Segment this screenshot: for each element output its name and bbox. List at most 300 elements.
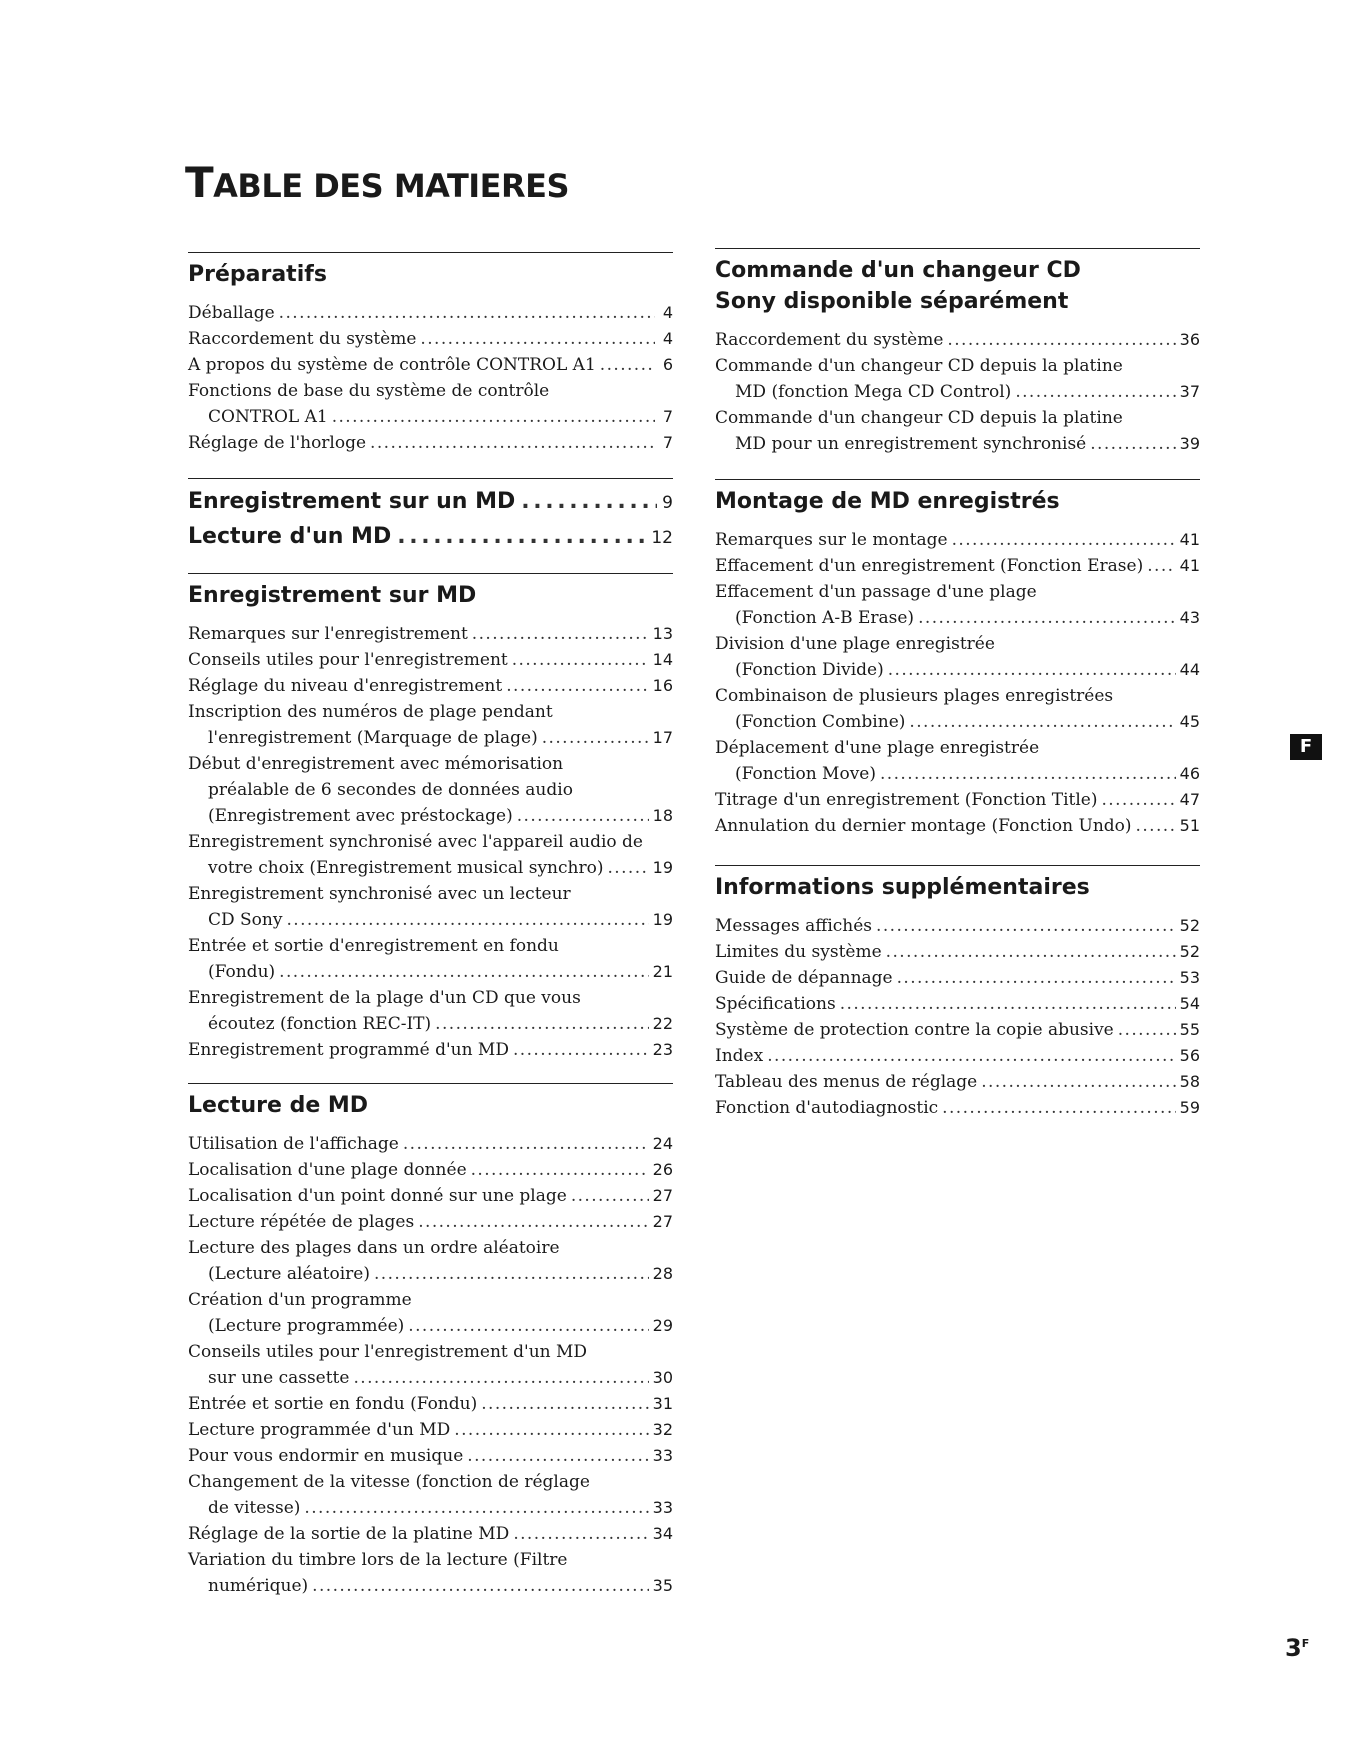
divider: [715, 479, 1200, 480]
entry-text: Variation du timbre lors de la lecture (Filtre: [188, 1550, 568, 1570]
page-ref: 18: [652, 806, 673, 825]
right-column: [715, 248, 1200, 1121]
leader-dots: [286, 907, 648, 933]
page-ref: 35: [652, 1576, 673, 1595]
toc-entry[interactable]: [188, 1521, 673, 1547]
entry-text: Annulation du dernier montage (Fonction Undo): [715, 816, 1132, 836]
toc-entry[interactable]: [715, 1069, 1200, 1095]
entry-line: [715, 527, 1200, 553]
entry-text: Lecture des plages dans un ordre aléatoire: [188, 1238, 560, 1258]
entry-line-continued: [188, 1495, 673, 1521]
page-ref: 55: [1179, 1020, 1200, 1039]
leader-dots: [1090, 431, 1175, 457]
entry-line-continued: [188, 1365, 673, 1391]
entry-line: [715, 787, 1200, 813]
leader-dots: [472, 621, 649, 647]
entry-line: [188, 621, 673, 647]
entry-text: (Fonction Divide): [735, 660, 884, 680]
entry-line: [188, 829, 673, 855]
leader-dots: [435, 1011, 648, 1037]
entry-text: (Fonction Move): [735, 764, 876, 784]
entry-line: [188, 1235, 673, 1261]
toc-entry[interactable]: [188, 1287, 673, 1339]
toc-entry[interactable]: [188, 699, 673, 751]
entry-line: [715, 1017, 1200, 1043]
page-ref: 44: [1179, 660, 1200, 679]
entry-line-continued: [715, 761, 1200, 787]
page-ref: 33: [652, 1498, 673, 1517]
entry-line: [188, 430, 673, 456]
entry-line-continued: [188, 959, 673, 985]
toc-list: [715, 913, 1200, 1121]
entry-text: sur une cassette: [208, 1368, 350, 1388]
page-ref: 56: [1179, 1046, 1200, 1065]
entry-text: MD pour un enregistrement synchronisé: [735, 434, 1087, 454]
entry-line: [715, 631, 1200, 657]
entry-text: Raccordement du système: [715, 330, 944, 350]
page-ref: 6: [662, 355, 673, 374]
page-ref: 45: [1179, 712, 1200, 731]
toc-entry[interactable]: [188, 1209, 673, 1235]
page-ref: 53: [1179, 968, 1200, 987]
page-ref: 39: [1179, 434, 1200, 453]
divider: [188, 1083, 673, 1084]
leader-dots: [521, 485, 657, 519]
toc-entry[interactable]: [715, 787, 1200, 813]
entry-text: votre choix (Enregistrement musical synchro): [208, 858, 604, 878]
entry-text: de vitesse): [208, 1498, 301, 1518]
language-tab: F: [1290, 734, 1322, 760]
leader-dots: [279, 959, 648, 985]
entry-text: Entrée et sortie en fondu (Fondu): [188, 1394, 478, 1414]
page-ref: 46: [1179, 764, 1200, 783]
leader-dots: [418, 1209, 648, 1235]
entry-line: [715, 579, 1200, 605]
entry-text: Enregistrement synchronisé avec l'appareil audio de: [188, 832, 643, 852]
entry-line-continued: [715, 605, 1200, 631]
toc-entry[interactable]: [188, 1131, 673, 1157]
toc-entry[interactable]: [715, 631, 1200, 683]
section-title: Préparatifs: [188, 262, 327, 287]
leader-dots: [542, 725, 649, 751]
entry-line: [715, 939, 1200, 965]
toc-entry[interactable]: [188, 1443, 673, 1469]
entry-line: [188, 1469, 673, 1495]
entry-line: [188, 1183, 673, 1209]
toc-entry[interactable]: [715, 735, 1200, 787]
entry-line-continued: [715, 431, 1200, 457]
page-ref: 51: [1179, 816, 1200, 835]
page-ref: 32: [652, 1420, 673, 1439]
page-ref: 41: [1179, 556, 1200, 575]
entry-line: [188, 751, 673, 777]
section-title: Montage de MD enregistrés: [715, 489, 1060, 514]
page-ref: 37: [1179, 382, 1200, 401]
entry-line: [715, 683, 1200, 709]
entry-text: Remarques sur l'enregistrement: [188, 624, 468, 644]
toc-entry[interactable]: [188, 352, 673, 378]
divider: [715, 865, 1200, 866]
page-ref: 34: [652, 1524, 673, 1543]
leader-dots: [403, 1131, 649, 1157]
entry-line: [715, 405, 1200, 431]
entry-text: Pour vous endormir en musique: [188, 1446, 464, 1466]
section-informations: [715, 865, 1200, 1121]
entry-text: Lecture d'un MD: [188, 524, 392, 549]
entry-line: [715, 1069, 1200, 1095]
leader-dots: [370, 430, 655, 456]
entry-line: [188, 1443, 673, 1469]
entry-line: [715, 735, 1200, 761]
entry-line: [715, 1095, 1200, 1121]
entry-text: Titrage d'un enregistrement (Fonction Title): [715, 790, 1098, 810]
entry-text: (Fondu): [208, 962, 276, 982]
leader-dots: [332, 404, 655, 430]
toc-entry[interactable]: [188, 430, 673, 456]
entry-line: [188, 881, 673, 907]
entry-text: Système de protection contre la copie abusive: [715, 1020, 1114, 1040]
page-ref: 52: [1179, 942, 1200, 961]
leader-dots: [279, 300, 655, 326]
entry-text: Effacement d'un passage d'une plage: [715, 582, 1037, 602]
entry-text: Fonction d'autodiagnostic: [715, 1098, 939, 1118]
entry-text: Localisation d'une plage donnée: [188, 1160, 467, 1180]
entry-text: A propos du système de contrôle CONTROL A1: [188, 355, 596, 375]
section-title: Informations supplémentaires: [715, 875, 1090, 900]
toc-entry[interactable]: [715, 913, 1200, 939]
entry-text: CONTROL A1: [208, 407, 328, 427]
page-ref: 41: [1179, 530, 1200, 549]
entry-text: Réglage de la sortie de la platine MD: [188, 1524, 510, 1544]
page-ref: 23: [652, 1040, 673, 1059]
entry-line-continued: [188, 803, 673, 829]
page-ref: 12: [651, 528, 673, 548]
toc-entry[interactable]: [188, 300, 673, 326]
page-ref: 7: [662, 407, 673, 426]
section-montage: [715, 479, 1200, 839]
entry-line: [715, 327, 1200, 353]
page-ref: 52: [1179, 916, 1200, 935]
entry-line: [188, 673, 673, 699]
leader-dots: [1015, 379, 1175, 405]
toc-entry[interactable]: [188, 647, 673, 673]
entry-text: Enregistrement sur un MD: [188, 489, 516, 514]
entry-text: Réglage du niveau d'enregistrement: [188, 676, 503, 696]
entry-text: Inscription des numéros de plage pendant: [188, 702, 553, 722]
toc-entry[interactable]: [188, 673, 673, 699]
entry-text: Commande d'un changeur CD depuis la platine: [715, 408, 1123, 428]
entry-line-continued: [715, 709, 1200, 735]
entry-line: [188, 933, 673, 959]
toc-entry[interactable]: [188, 751, 673, 829]
page-ref: 24: [652, 1134, 673, 1153]
toc-entry[interactable]: [715, 1017, 1200, 1043]
entry-line-continued: [188, 907, 673, 933]
page-ref: 19: [652, 858, 673, 877]
toc-entry[interactable]: [715, 1095, 1200, 1121]
toc-entry[interactable]: [715, 405, 1200, 457]
entry-text: Division d'une plage enregistrée: [715, 634, 995, 654]
entry-line-continued: [188, 725, 673, 751]
toc-entry[interactable]: [715, 353, 1200, 405]
entry-text: Limites du système: [715, 942, 882, 962]
leader-dots: [1102, 787, 1176, 813]
page-ref: 16: [652, 676, 673, 695]
page-ref: 27: [652, 1186, 673, 1205]
entry-text: Déplacement d'une plage enregistrée: [715, 738, 1040, 758]
page-title: TABLE DES MATIERES: [185, 158, 570, 207]
entry-line-continued: [188, 855, 673, 881]
leader-dots: [918, 605, 1176, 631]
toc-entry[interactable]: [715, 683, 1200, 735]
page-ref: 31: [652, 1394, 673, 1413]
leader-dots: [876, 913, 1176, 939]
leader-dots: [942, 1095, 1175, 1121]
entry-line: [188, 1209, 673, 1235]
entry-text: Remarques sur le montage: [715, 530, 948, 550]
toc-list: [188, 1131, 673, 1599]
toc-entry[interactable]: [715, 939, 1200, 965]
entry-line: [188, 1287, 673, 1313]
toc-entry[interactable]: [188, 881, 673, 933]
toc-entry[interactable]: [715, 579, 1200, 631]
section-enregistrement: [188, 573, 673, 1063]
page-ref: 28: [652, 1264, 673, 1283]
leader-dots: [454, 1417, 648, 1443]
toc-entry[interactable]: [188, 1469, 673, 1521]
entry-line: [715, 913, 1200, 939]
entry-text: Effacement d'un enregistrement (Fonction Erase): [715, 556, 1144, 576]
toc-entry[interactable]: [188, 1235, 673, 1287]
leader-dots: [952, 527, 1176, 553]
page-ref: 4: [662, 329, 673, 348]
page-ref: 29: [652, 1316, 673, 1335]
entry-text: Tableau des menus de réglage: [715, 1072, 978, 1092]
leader-dots: [607, 855, 648, 881]
entry-text: (Fonction A-B Erase): [735, 608, 915, 628]
entry-line: [188, 1521, 673, 1547]
leader-dots: [467, 1443, 648, 1469]
entry-text: MD (fonction Mega CD Control): [735, 382, 1012, 402]
entry-text: Index: [715, 1046, 764, 1066]
divider: [188, 252, 673, 253]
toc-entry[interactable]: [715, 1043, 1200, 1069]
entry-text: Lecture répétée de plages: [188, 1212, 415, 1232]
entry-text: (Enregistrement avec préstockage): [208, 806, 513, 826]
section-lecture: [188, 1083, 673, 1599]
entry-line: [715, 965, 1200, 991]
leader-dots: [1147, 553, 1175, 579]
page-number: $3^F$: [1285, 1634, 1310, 1662]
toc-entry[interactable]: [715, 553, 1200, 579]
section-main-entries: [188, 478, 673, 555]
leader-dots: [880, 761, 1176, 787]
entry-line: [188, 1339, 673, 1365]
toc-list: [188, 621, 673, 1063]
entry-line-continued: [188, 1573, 673, 1599]
entry-text: (Fonction Combine): [735, 712, 906, 732]
toc-entry[interactable]: [188, 326, 673, 352]
entry-text: Création d'un programme: [188, 1290, 412, 1310]
leader-dots: [571, 1183, 649, 1209]
entry-text: Lecture programmée d'un MD: [188, 1420, 451, 1440]
entry-line: [715, 991, 1200, 1017]
entry-line-continued: [188, 1313, 673, 1339]
entry-line-continued: [715, 379, 1200, 405]
entry-line: [188, 1037, 673, 1063]
entry-text: Déballage: [188, 303, 275, 323]
leader-dots: [513, 1037, 649, 1063]
entry-text: Spécifications: [715, 994, 836, 1014]
entry-line: [188, 1547, 673, 1573]
entry-line-continued: [188, 1261, 673, 1287]
entry-text: Début d'enregistrement avec mémorisation: [188, 754, 564, 774]
entry-line: [188, 378, 673, 404]
entry-line-continued: [188, 404, 673, 430]
leader-dots: [374, 1261, 649, 1287]
leader-dots: [517, 803, 649, 829]
leader-dots: [481, 1391, 648, 1417]
entry-text: numérique): [208, 1576, 309, 1596]
leader-dots: [506, 673, 648, 699]
entry-text: Commande d'un changeur CD depuis la platine: [715, 356, 1123, 376]
toc-entry[interactable]: [715, 527, 1200, 553]
entry-text: Fonctions de base du système de contrôle: [188, 381, 550, 401]
leader-dots: [767, 1043, 1175, 1069]
entry-text: CD Sony: [208, 910, 283, 930]
entry-text: (Lecture programmée): [208, 1316, 405, 1336]
leader-dots: [512, 647, 649, 673]
leader-dots: [420, 326, 655, 352]
leader-dots: [840, 991, 1176, 1017]
toc-entry[interactable]: [188, 1547, 673, 1599]
page-ref: 36: [1179, 330, 1200, 349]
page-ref: 7: [662, 433, 673, 452]
entry-line: [188, 300, 673, 326]
entry-text: Raccordement du système: [188, 329, 417, 349]
toc-entry[interactable]: [715, 813, 1200, 839]
entry-line: [188, 326, 673, 352]
page-ref: 4: [662, 303, 673, 322]
section-preparatifs: [188, 252, 673, 456]
toc-entry[interactable]: [715, 991, 1200, 1017]
section-title: Lecture de MD: [188, 1093, 369, 1118]
entry-line: [188, 699, 673, 725]
page-ref: 30: [652, 1368, 673, 1387]
entry-line: [188, 1131, 673, 1157]
page-ref: 22: [652, 1014, 673, 1033]
section-title: Enregistrement sur MD: [188, 583, 477, 608]
entry-line: [715, 1043, 1200, 1069]
leader-dots: [408, 1313, 648, 1339]
section-title: Commande d'un changeur CD Sony disponible séparément: [715, 258, 1081, 314]
page-ref: 59: [1179, 1098, 1200, 1117]
entry-line-continued: [188, 777, 673, 803]
toc-entry[interactable]: [188, 1391, 673, 1417]
leader-dots: [471, 1157, 649, 1183]
toc-entry[interactable]: [715, 965, 1200, 991]
page-ref: 17: [652, 728, 673, 747]
entry-text: écoutez (fonction REC-IT): [208, 1014, 432, 1034]
entry-text: Conseils utiles pour l'enregistrement d'un MD: [188, 1342, 588, 1362]
page-ref: 14: [652, 650, 673, 669]
leader-dots: [312, 1573, 648, 1599]
page-ref: 47: [1179, 790, 1200, 809]
leader-dots: [353, 1365, 648, 1391]
entry-text: Conseils utiles pour l'enregistrement: [188, 650, 508, 670]
page-ref: 26: [652, 1160, 673, 1179]
leader-dots: [304, 1495, 648, 1521]
entry-text: Enregistrement synchronisé avec un lecteur: [188, 884, 571, 904]
section-changeur-cd: [715, 248, 1200, 457]
toc-entry[interactable]: [188, 1339, 673, 1391]
entry-text: Enregistrement programmé d'un MD: [188, 1040, 509, 1060]
entry-text: préalable de 6 secondes de données audio: [208, 780, 573, 800]
leader-dots: [397, 520, 649, 554]
entry-line: [188, 1391, 673, 1417]
leader-dots: [888, 657, 1176, 683]
leader-dots: [897, 965, 1176, 991]
entry-text: Réglage de l'horloge: [188, 433, 367, 453]
page-ref: 43: [1179, 608, 1200, 627]
toc-list: [188, 300, 673, 456]
page-ref: 33: [652, 1446, 673, 1465]
entry-line: [188, 1157, 673, 1183]
entry-text: (Lecture aléatoire): [208, 1264, 370, 1284]
leader-dots: [513, 1521, 648, 1547]
toc-entry-major[interactable]: [188, 520, 673, 555]
page-ref: 9: [662, 493, 673, 513]
entry-text: Messages affichés: [715, 916, 873, 936]
toc-entry[interactable]: [188, 1417, 673, 1443]
leader-dots: [1136, 813, 1176, 839]
entry-line: [715, 813, 1200, 839]
leader-dots: [947, 327, 1175, 353]
leader-dots: [1118, 1017, 1176, 1043]
toc-list: [715, 327, 1200, 457]
toc-entry[interactable]: [188, 1157, 673, 1183]
divider: [188, 478, 673, 479]
entry-line-continued: [188, 1011, 673, 1037]
entry-line: [715, 353, 1200, 379]
page-ref: 54: [1179, 994, 1200, 1013]
toc-entry[interactable]: [188, 933, 673, 985]
toc-entry[interactable]: [715, 327, 1200, 353]
page-ref: 13: [652, 624, 673, 643]
entry-text: Enregistrement de la plage d'un CD que vous: [188, 988, 581, 1008]
entry-text: Combinaison de plusieurs plages enregistrées: [715, 686, 1114, 706]
toc-entry[interactable]: [188, 1037, 673, 1063]
toc-entry[interactable]: [188, 378, 673, 430]
entry-text: Changement de la vitesse (fonction de réglage: [188, 1472, 590, 1492]
toc-entry-major[interactable]: [188, 485, 673, 520]
entry-text: Localisation d'un point donné sur une plage: [188, 1186, 567, 1206]
page-ref: 19: [652, 910, 673, 929]
toc-entry[interactable]: [188, 985, 673, 1037]
left-column: [188, 252, 673, 1599]
entry-line: [188, 352, 673, 378]
entry-text: Utilisation de l'affichage: [188, 1134, 399, 1154]
toc-entry[interactable]: [188, 1183, 673, 1209]
entry-text: Guide de dépannage: [715, 968, 893, 988]
toc-entry[interactable]: [188, 829, 673, 881]
toc-list: [715, 527, 1200, 839]
leader-dots: [981, 1069, 1175, 1095]
toc-entry[interactable]: [188, 621, 673, 647]
leader-dots: [600, 352, 655, 378]
entry-line: [715, 553, 1200, 579]
entry-text: l'enregistrement (Marquage de plage): [208, 728, 538, 748]
